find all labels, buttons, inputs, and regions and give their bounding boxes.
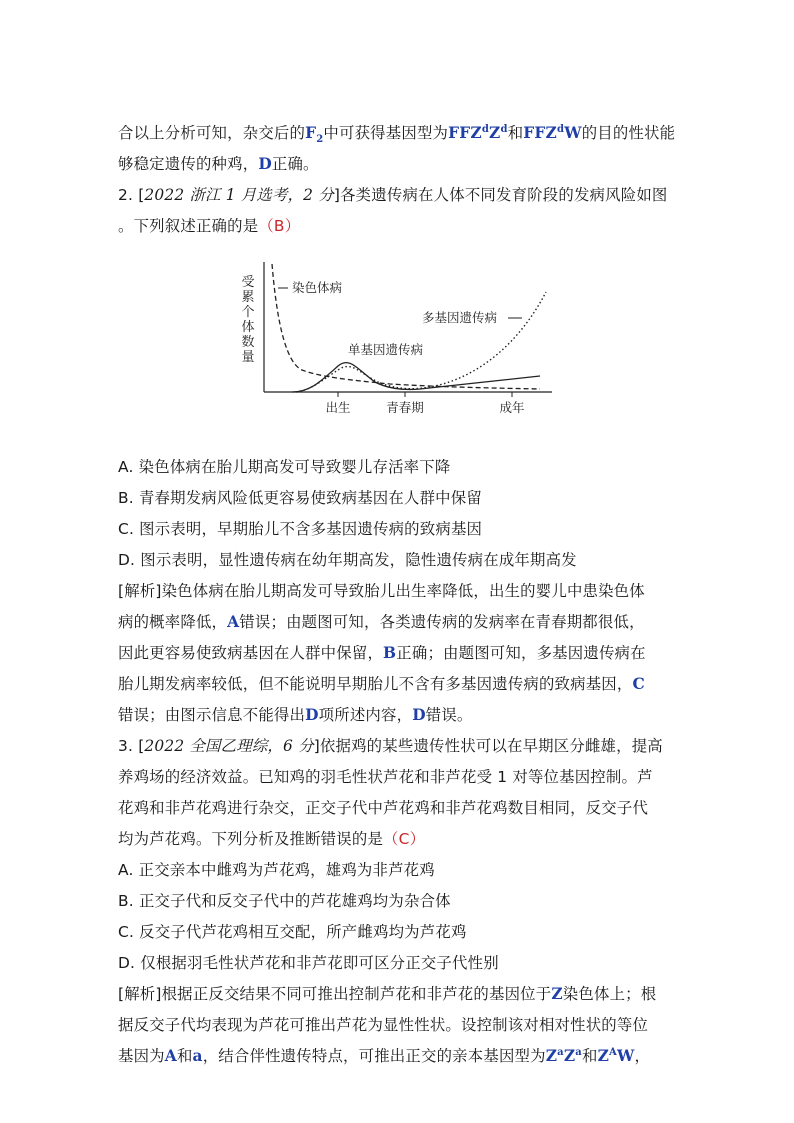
q3-stem-line-3: 花鸡和非芦花鸡进行杂交，正交子代中芦花鸡和非芦花鸡数目相同，反交子代	[118, 799, 649, 817]
y-axis-label	[241, 275, 254, 365]
x-tick-label: 出生	[325, 400, 351, 415]
f2-term: $F_2$	[305, 124, 324, 146]
disease-risk-chart	[118, 242, 678, 452]
y-label-char: 数	[241, 335, 255, 350]
question-number: 3.	[118, 737, 134, 755]
q2-options	[118, 452, 678, 576]
genotype-1: $FFZ^dZ^d$	[448, 123, 508, 142]
q3-stem-line-4: 均为芦花鸡。下列分析及推断错误的是（C）	[118, 830, 426, 848]
q2-option-d: D. 图示表明，显性遗传病在幼年期高发，隐性遗传病在成年期高发	[118, 551, 577, 569]
option-ref: D	[258, 155, 272, 173]
series-label-polygenic: 多基因遗传病	[422, 310, 498, 325]
q2-option-b: B. 青春期发病风险低更容易使致病基因在人群中保留	[118, 489, 482, 507]
series-label-single-gene: 单基因遗传病	[348, 342, 424, 357]
question-source: 2022 浙江 1 月选考，2 分	[144, 186, 334, 204]
q2-option-a: A. 染色体病在胎儿期高发可导致婴儿存活率下降	[118, 458, 451, 476]
q3-option-c: C. 反交子代芦花鸡相互交配，所产雌鸡均为芦花鸡	[118, 923, 467, 941]
x-tick-label: 青春期	[386, 400, 424, 415]
q3-options	[118, 855, 678, 979]
q2-explanation	[118, 576, 678, 731]
question-number: 2.	[118, 186, 134, 204]
genotype-2: FFZ$^d$W	[523, 123, 582, 142]
intro-line-1	[118, 118, 678, 149]
text: 中可获得基因型为	[323, 124, 449, 142]
q3-stem-line-2: 养鸡场的经济效益。已知鸡的羽毛性状芦花和非芦花受 1 对等位基因控制。芦	[118, 768, 653, 786]
intro-line-2: 够稳定遗传的种鸡，D正确。	[118, 155, 319, 173]
q3-option-b: B. 正交子代和反交子代中的芦花雄鸡均为杂合体	[118, 892, 451, 910]
q3-exp-line-1: [解析]根据正反交结果不同可推出控制芦花和非芦花的基因位于Z染色体上；根	[118, 985, 657, 1003]
q3-exp-line-3: 基因为A和a，结合伴性遗传特点，可推出正交的亲本基因型为$Z^aZ^a$和$Z^AW$，	[118, 1046, 651, 1065]
y-label-char: 累	[241, 290, 255, 305]
q3-option-d: D. 仅根据羽毛性状芦花和非芦花即可区分正交子代性别	[118, 954, 499, 972]
series-labels	[278, 280, 522, 357]
x-ticks	[325, 392, 524, 415]
q3-exp-line-2: 据反交子代均表现为芦花可推出芦花为显性性状。设控制该对相对性状的等位	[118, 1016, 649, 1034]
question-source: 2022 全国乙理综，6 分	[144, 737, 314, 755]
y-label-char: 受	[241, 275, 255, 290]
answer-letter: C	[398, 830, 410, 848]
q2-stem-line-2: 。下列叙述正确的是（B）	[118, 217, 301, 235]
q3-explanation	[118, 979, 678, 1072]
q2-exp-line-2: 病的概率降低，A错误；由题图可知，各类遗传病的发病率在青春期都很低，	[118, 613, 645, 631]
answer-letter: B	[273, 217, 285, 235]
x-tick-label: 成年	[499, 400, 525, 415]
text: 合以上分析可知，杂交后的	[118, 124, 306, 142]
chart-svg	[240, 242, 560, 442]
q2-exp-line-1: [解析]染色体病在胎儿期高发可导致胎儿出生率降低，出生的婴儿中患染色体	[118, 582, 645, 600]
q2-exp-line-4: 胎儿期发病率较低，但不能说明早期胎儿不含有多基因遗传病的致病基因，C	[118, 675, 645, 693]
q3-option-a: A. 正交亲本中雌鸡为芦花鸡，雄鸡为非芦花鸡	[118, 861, 435, 879]
text: 和	[507, 124, 524, 142]
q2-exp-line-3: 因此更容易使致病基因在人群中保留，B正确；由题图可知，多基因遗传病在	[118, 644, 646, 662]
y-label-char: 个	[241, 305, 255, 320]
series-label-chromosome: 染色体病	[292, 280, 343, 295]
q2-exp-line-5: 错误；由图示信息不能得出D项所述内容，D错误。	[118, 706, 473, 724]
q3-stem-line-1: 3. [2022 全国乙理综，6 分]依据鸡的某些遗传性状可以在早期区分雌雄，提高	[118, 737, 663, 755]
document-page	[118, 118, 678, 1072]
text: 的目的性状能	[581, 124, 676, 142]
y-label-char: 体	[241, 320, 255, 335]
q2-option-c: C. 图示表明，早期胎儿不含多基因遗传病的致病基因	[118, 520, 483, 538]
y-label-char: 量	[241, 350, 255, 365]
q2-stem-line-1: 2. [2022 浙江 1 月选考，2 分]各类遗传病在人体不同发育阶段的发病风险如图	[118, 186, 668, 204]
